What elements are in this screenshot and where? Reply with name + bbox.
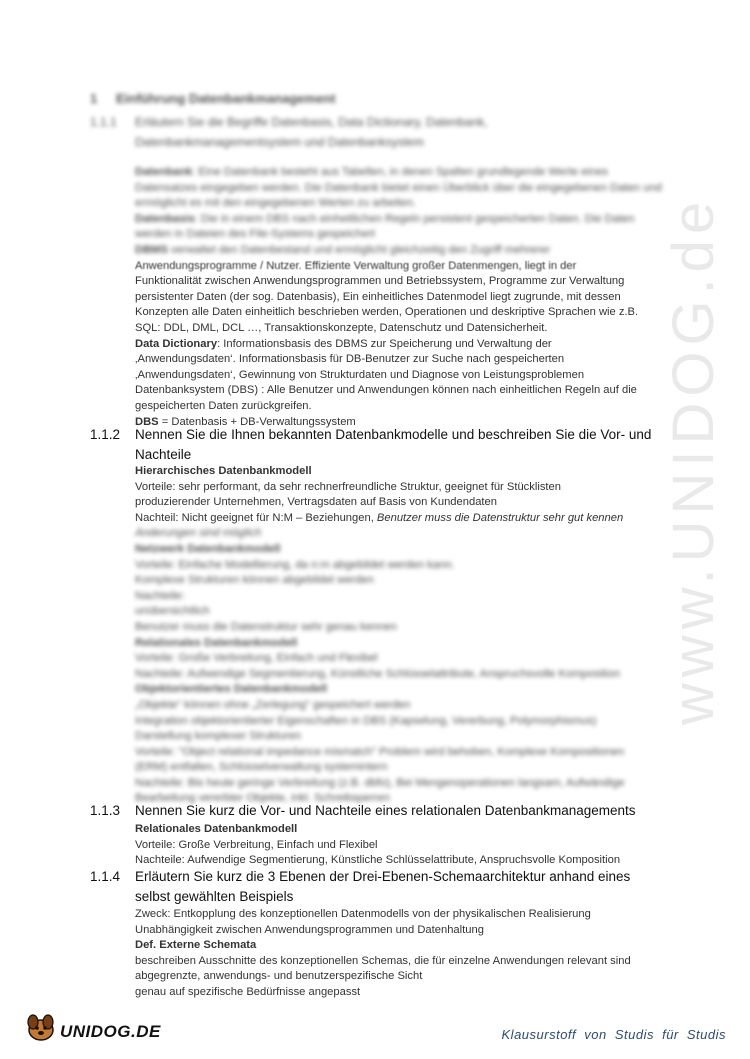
section-title: Nennen Sie die Ihnen bekannten Datenbankmodelle und beschreiben Sie die Vor- und Nachteile [135,427,652,462]
dbms-line: SQL: DDL, DML, DCL …, Transaktionskonzepte, Datenschutz und Datensicherheit. [135,321,548,334]
model-heading: Relationales Datenbankmodell [135,823,298,835]
section-number: 1.1.1 [90,115,117,129]
schema-heading: Def. Externe Schemata [135,939,257,952]
dd-line: ‚Anwendungsdaten‘. Informationsbasis für DB-Benutzer zur Suche nach gespeicherten [135,353,565,366]
section-number: 1.1.3 [90,803,121,818]
section-number: 1.1.4 [90,869,121,884]
watermark-text: www.UNIDOG.de [661,195,726,725]
definition-dbms-first-line: DBMS verwaltet den Datenbestand und ermöglicht gleichzeitig den Zugriff mehrerer [135,243,551,256]
section-title: Nennen Sie kurz die Vor- und Nachteile eines relationalen Datenbankmanagements [135,803,636,818]
section-title: Erläutern Sie die Begriffe Datenbasis, Data Dictionary, Datenbank, Datenbankmanagementsystem und Datenbanksystem [135,115,488,149]
section-1-1-2-body [135,464,665,807]
dd-line: ‚Anwendungsdaten‘, Gewinnung von Strukturdaten und Diagnose von Leistungsproblemen [135,368,585,381]
model-line: Nachteil: Nicht geeignet für N:M – Beziehungen, Benutzer muss die Datenstruktur sehr gut kennen [135,511,624,524]
body-line: Nachteile: Aufwendige Segmentierung, Künstliche Schlüsselattribute, Anspruchsvolle Komposition [135,854,621,867]
chapter-heading [90,91,336,106]
model-line: Vorteile: sehr performant, da sehr rechnerfreundliche Struktur, geeignet für Stücklisten [135,480,561,493]
body-line: genau auf spezifische Bedürfnisse angepasst [135,985,361,998]
definition-datenbank: Datenbank: Eine Datenbank besteht aus Tabellen, in denen Spalten grundlegende Werte eines Datensatzes eingegeben werden. Die Datenbank bietet einen Überblick über die eingegebenen Daten und ermöglicht es mit den eingegebenen Werten zu arbeiten. [135,166,662,210]
section-1-1-4-body [135,907,665,1001]
section-1-1-3-body [135,822,665,869]
body-line: Vorteile: Große Verbreitung, Einfach und Flexibel [135,838,378,851]
dd-line: gespeicherten Daten zurückgreifen. [135,399,312,412]
footer-tagline: Klausurstoff von Studis für Studis [501,1027,726,1042]
data-dictionary-definition: Data Dictionary: Informationsbasis des DBMS zur Speicherung und Verwaltung der [135,337,552,350]
section-title: Erläutern Sie kurz die 3 Ebenen der Drei-Ebenen-Schemaarchitektur anhand eines selbst gewählten Beispiels [135,869,631,904]
body-line: Zweck: Entkopplung des konzeptionellen Datenmodells von der physikalischen Realisierung [135,908,591,920]
section-number: 1.1.2 [90,427,121,442]
blurred-models: Änderungen sind möglich Netzwerk Datenbankmodell Vorteile: Einfache Modellierung, da n:m abgebildet werden kann. Komplexe Strukturen können abgebildet werden Nachteile: unübersichtlich Benutzer muss die Datenstruktur sehr genau kennen Relationales Datenbankmodell Vorteile: Große Verbreitung, Einfach und Flexibel Nachteile: Aufwendige Segmentierung, Künstliche Schlüsselattribute, Anspruchsvolle Komposition Objektorientiertes Datenbankmodell „Objekte“ können ohne „Zerlegung“ gespeichert werden Integration objektorientierter Eigenschaften in DBS (Kapselung, Vererbung, Polymorphismus) Darstellung komplexer Strukturen Vorteile: "Object relational impedance mismatch" Problem wird behoben, Komplexe Kompositionen (ERM) entfallen, Schlüsselverwaltung systemintern Nachteile: Bis heute geringe Verbreitung (z.B. dbfo), Bei Mengenoperationen langsam, Aufwändige Bearbeitung vererbter Objekte, inkl. Schreibsperren [135,527,625,805]
model-heading: Hierarchisches Datenbankmodell [135,465,312,477]
model-line: produzierender Unternehmen, Vertragsdaten auf Basis von Kundendaten [135,496,497,509]
dbms-line: Konzepten alle Daten einheitlich beschrieben werden, Operationen und deskriptive Sprachen wie z.B. [135,306,639,319]
dog-mascot-icon [24,1010,58,1044]
dbs-definition: DBS = Datenbasis + DB-Verwaltungssystem [135,415,356,428]
blurred-paragraphs [135,165,665,259]
dbms-line: persistenter Daten (der sog. Datenbasis), Ein einheitliches Datenmodel liegt zugrunde, mit dessen [135,290,621,303]
logo-text: UNIDOG.DE [60,1022,161,1041]
chapter-title: Einführung Datenbankmanagement [116,91,336,106]
body-line: beschreiben Ausschnitte des konzeptionellen Schemas, die für einzelne Anwendungen relevant sind [135,954,631,967]
dd-line: Datenbanksystem (DBS) : Alle Benutzer und Anwendungen können nach einheitlichen Regeln auf die [135,384,637,397]
definition-datenbasis: Datenbasis: Die in einem DBS nach einheitlichen Regeln persistent gespeicherten Daten. Die Daten werden in Dateien des File-Systems gespeichert [135,212,635,241]
body-line: Unabhängigkeit zwischen Anwendungsprogrammen und Datenhaltung [135,923,484,936]
body-line: abgegrenzte, anwendungs- und benutzerspezifische Sicht [135,970,423,983]
chapter-number: 1 [90,91,98,106]
unidog-logo [24,1010,164,1050]
section-1-1-1-body [135,165,665,430]
dbms-line: Funktionalität zwischen Anwendungsprogrammen und Betriebssystem, Programme zur Verwaltung [135,275,625,288]
dbms-line: Anwendungsprogramme / Nutzer. Effiziente Verwaltung großer Datenmengen, liegt in der [135,259,577,272]
